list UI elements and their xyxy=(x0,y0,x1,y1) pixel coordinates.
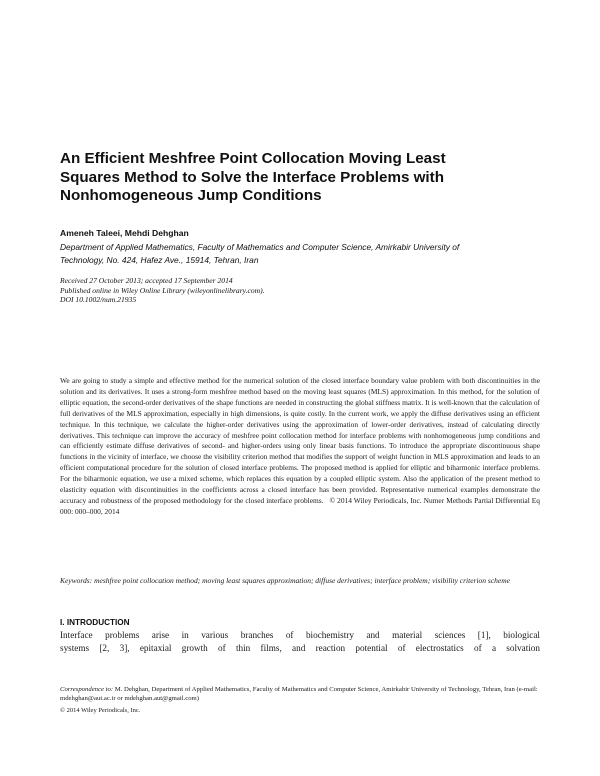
abstract-text: We are going to study a simple and effective method for the numerical solution of the closed interface boundary value problem with both discontinuities in the solution and its derivatives. It uses a strong-form meshfree method based on the moving least squares (MLS) approximation. In this method, for the solution of elliptic equation, the second-order derivatives of the shape functions are needed in constructing the global stiffness matrix. It is well-known that the calculation of full derivatives of the MLS approximation, especially in high dimensions, is quite costly. In the current work, we apply the diffuse derivatives using an efficient technique. In this technique, we calculate the higher-order derivatives using the approximation of lower-order derivatives, instead of calculating directly derivatives. This technique can improve the accuracy of meshfree point collocation method for interface problems with nonhomogeneous jump conditions and can efficiently estimate diffuse derivatives of second- and higher-orders using only linear basis functions. To introduce the appropriate discontinuous shape functions in the vicinity of interface, we choose the visibility criterion method that modifies the support of weight function in MLS approximation and leads to an efficient computational procedure for the solution of closed interface problems. The proposed method is applied for elliptic and biharmonic interface problems. For the biharmonic equation, we use a mixed scheme, which replaces this equation by a coupled elliptic system. Also the application of the present method to elasticity equation with discontinuities in the coefficients across a closed interface has been provided. Representative numerical examples demonstrate the accuracy and robustness of the proposed methodology for the closed interface problems. xyxy=(60,376,540,505)
correspondence-text: M. Dehghan, Department of Applied Mathematics, Faculty of Mathematics and Computer Science, Amirkabir University of Technology, Tehran, Iran (e-mail: mdehghan@aut.ac.ir or mdehghan.aut@gmail.com) xyxy=(60,686,538,702)
author-affiliation: Department of Applied Mathematics, Faculty of Mathematics and Computer Science, Amirkabir University of Technology, No. 424, Hafez Ave., 15914, Tehran, Iran xyxy=(60,242,460,265)
abstract-copyright: © 2014 Wiley Periodicals, Inc. Numer Methods Partial Differential Eq 000: 000–000, 2014 xyxy=(60,495,540,516)
abstract xyxy=(60,376,540,518)
footer-copyright: © 2014 Wiley Periodicals, Inc. xyxy=(60,707,141,714)
published-online-note: Published online in Wiley Online Library (wileyonlinelibrary.com). xyxy=(60,285,265,295)
intro-line-2: systems [2, 3], epitaxial growth of thin films, and reaction potential of electrostatics of a solvation xyxy=(60,642,540,653)
introduction-text xyxy=(60,629,540,654)
correspondence-label: Correspondence to: xyxy=(60,686,114,693)
correspondence-footnote xyxy=(60,686,540,703)
intro-line-1: Interface problems arise in various branches of biochemistry and material sciences [1], biological xyxy=(60,630,540,640)
doi: DOI 10.1002/num.21935 xyxy=(60,295,137,305)
keywords: Keywords: meshfree point collocation method; moving least squares approximation; diffuse derivatives; interface problem; visibility criterion scheme xyxy=(60,576,510,585)
author-list: Ameneh Taleei, Mehdi Dehghan xyxy=(60,228,189,238)
publication-history xyxy=(60,276,390,305)
paper-title: An Efficient Meshfree Point Collocation Moving Least Squares Method to Solve the Interface Problems with Nonhomogeneous Jump Conditions xyxy=(60,150,446,205)
section-heading-introduction: I. INTRODUCTION xyxy=(60,618,130,627)
received-date: Received 27 October 2013; accepted 17 September 2014 xyxy=(60,276,233,285)
